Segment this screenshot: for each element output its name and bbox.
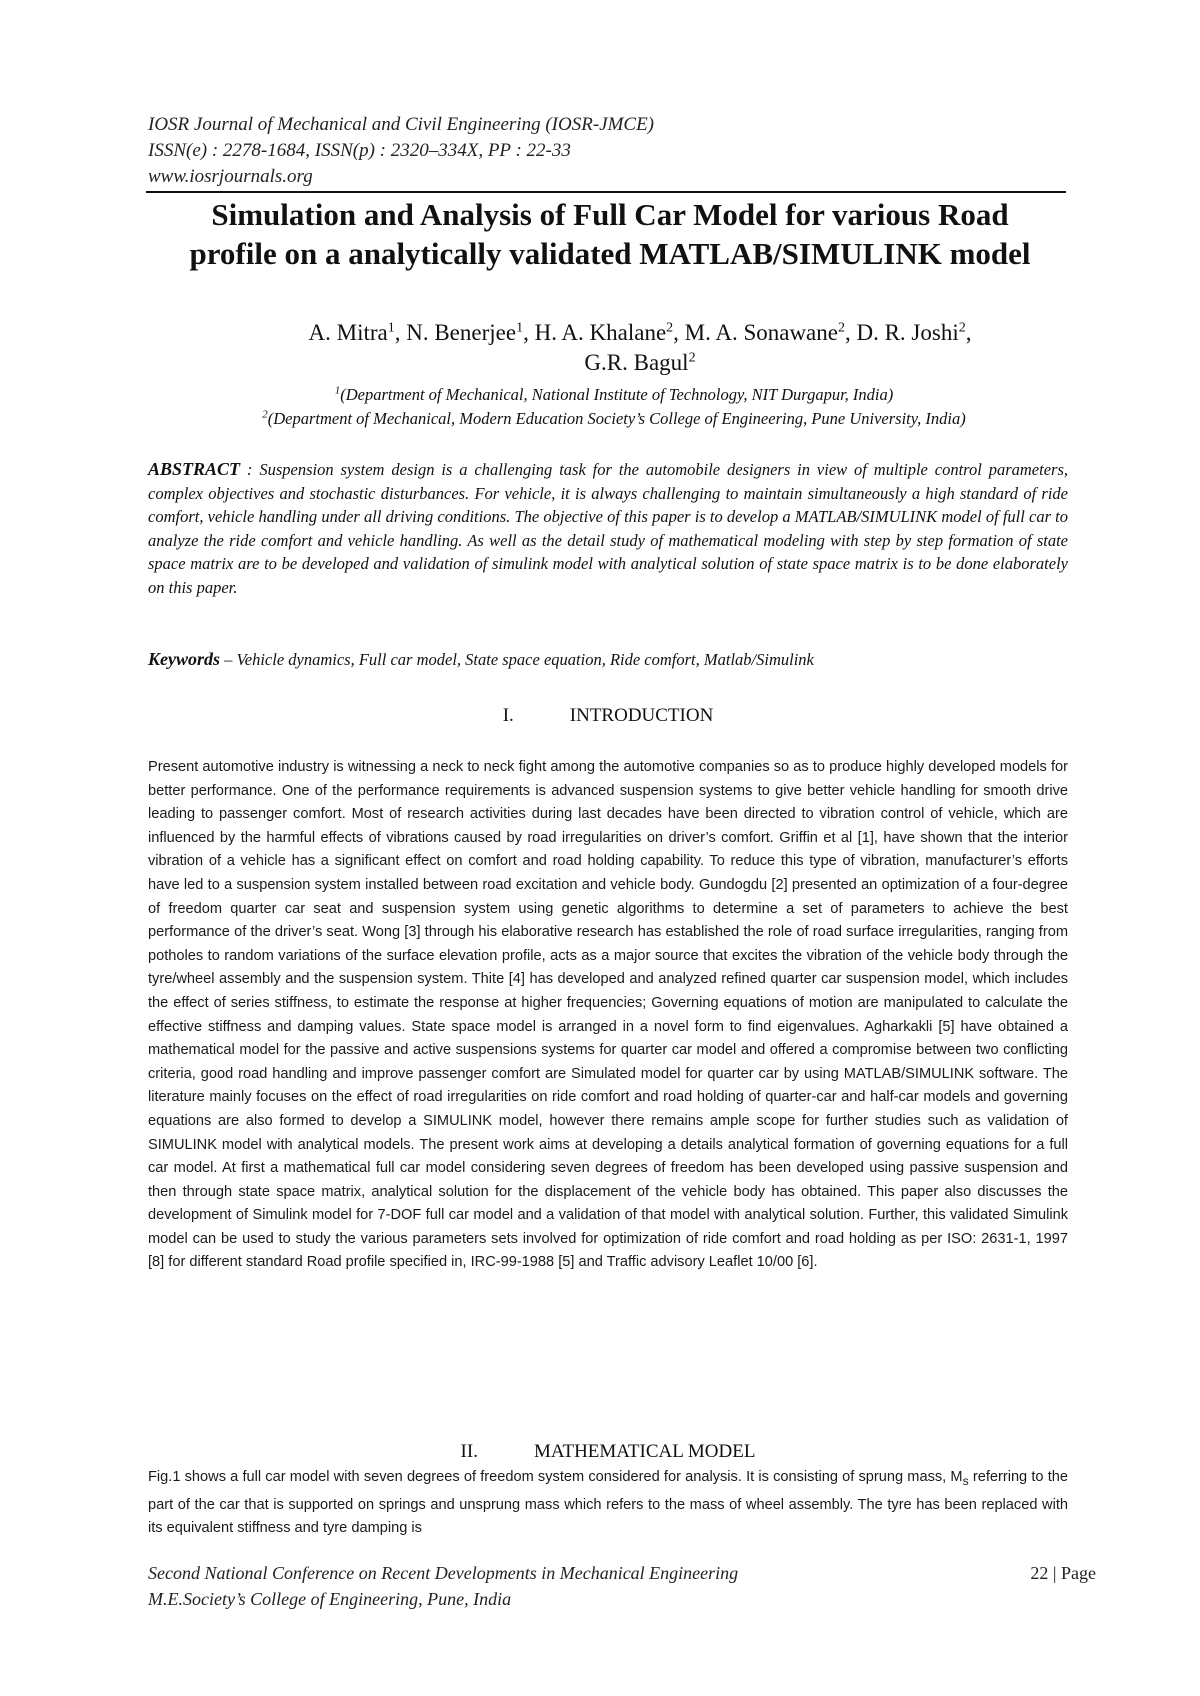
model-paragraph <box>148 1466 1068 1541</box>
page-footer <box>148 1560 1068 1612</box>
title-line-1: Simulation and Analysis of Full Car Model for various Road <box>211 197 1009 232</box>
author-affil-mark: 2 <box>688 350 696 366</box>
abstract-label: ABSTRACT <box>148 459 241 479</box>
section-heading-introduction <box>148 704 1068 728</box>
model-subscript: s <box>962 1473 969 1488</box>
model-text-end: referring to the part of the car that is supported on springs and unsprung mass which refers to the mass of wheel assembly. The tyre has been replaced with its equivalent stiffness and tyre damping is <box>148 1469 1068 1537</box>
section-title: MATHEMATICAL MODEL <box>533 1441 756 1462</box>
keywords-label: Keywords <box>148 649 220 669</box>
section-number: I. <box>502 705 514 726</box>
affil-text: (Department of Mechanical, Modern Education Society’s College of Engineering, Pune University, India) <box>267 409 966 428</box>
footer-conference: Second National Conference on Recent Developments in Mechanical Engineering <box>148 1563 739 1583</box>
page-number: 22 | Page <box>1030 1563 1096 1583</box>
author-list: A. Mitra$^1$, N. Benerjee$^1$, H. A. Khalane$^2$, M. A. Sonawane$^2$, D. R. Joshi$^2$, G.R. Bagul$^2$ <box>308 320 972 375</box>
title-line-2: profile on a analytically validated MATLAB/SIMULINK model <box>189 236 1031 271</box>
abstract-text: : Suspension system design is a challenging task for the automobile designers in view of multiple control parameters, complex objectives and stochastic disturbances. For vehicle, it is always challenging to maintain simultaneously a high standard of ride comfort, vehicle handling under all driving conditions. The objective of this paper is to develop a MATLAB/SIMULINK model of full car to analyze the ride comfort and vehicle handling. As well as the detail study of mathematical modeling with step by step formation of state space matrix are to be developed and validation of simulink model with analytical solution of state space matrix is to be done elaborately on this paper. <box>148 460 1068 597</box>
keywords-text: – Vehicle dynamics, Full car model, State space equation, Ride comfort, Matlab/Simulink <box>220 650 814 669</box>
paper-title <box>140 195 1080 273</box>
affil-text: (Department of Mechanical, National Institute of Technology, NIT Durgapur, India) <box>340 385 894 404</box>
affil-mark: 2 <box>262 408 268 421</box>
affiliation-2 <box>148 408 1080 430</box>
author-affil-mark: 2 <box>666 320 674 336</box>
author-affil-mark: 2 <box>958 320 966 336</box>
journal-header <box>148 112 1068 190</box>
section-number: II. <box>460 1441 478 1462</box>
author-name: H. A. Khalane <box>534 320 667 345</box>
affiliation-1 <box>148 384 1080 406</box>
journal-website: www.iosrjournals.org <box>148 166 313 187</box>
introduction-paragraph: Present automotive industry is witnessing a neck to neck fight among the automotive companies so as to produce highly developed models for better performance. One of the performance requirements is advanced suspension systems to give better vehicle handling for smooth drive leading to passenger comfort. Most of research activities during last decades have been directed to vibration control of vehicle, which are influenced by the harmful effects of vibrations caused by road irregularities on driver’s comfort. Griffin et al [1], have shown that the interior vibration of a vehicle has a significant effect on comfort and road holding capability. To reduce this type of vibration, manufacturer’s efforts have led to a suspension system installed between road excitation and vehicle body. Gundogdu [2] presented an optimization of a four-degree of freedom quarter car seat and suspension system using genetic algorithms to determine a set of parameters to achieve the best performance of the driver’s seat. Wong [3] through his elaborative research has established the role of road surface irregularities, ranging from potholes to random variations of the surface elevation profile, acts as a major source that excites the vibration of the vehicle body through the tyre/wheel assembly and the suspension system. Thite [4] has developed and analyzed refined quarter car suspension model, which includes the effect of series stiffness, to estimate the response at higher frequencies; Governing equations of motion are manipulated to calculate the effective stiffness and damping values. State space model is arranged in a novel form to find eigenvalues. Agharkakli [5] have obtained a mathematical model for the passive and active suspensions systems for quarter car model and offered a compromise between two conflicting criteria, good road handling and improve passenger comfort are Simulated model for quarter car by using MATLAB/SIMULINK software. The literature mainly focuses on the effect of road irregularities on ride comfort and road holding of quarter-car and half-car models and governing equations are also formed to develop a SIMULINK model, however there remains ample scope for further studies such as validation of SIMULINK model with analytical models. The present work aims at developing a details analytical formation of governing equations for a full car model. At first a mathematical full car model considering seven degrees of freedom has been developed using passive suspension and then through state space matrix, analytical solution for the displacement of the vehicle body has obtained. This paper also discusses the development of Simulink model for 7-DOF full car model and a validation of that model with analytical solution. Further, this validated Simulink model can be used to study the various parameters sets involved for optimization of ride comfort and road holding as per ISO: 2631-1, 1997 [8] for different standard Road profile specified in, IRC-99-1988 [5] and Traffic advisory Leaflet 10/00 [6]. <box>148 759 1068 1271</box>
author-name: N. Benerjee <box>406 320 517 345</box>
section-heading-mathematical-model <box>148 1440 1068 1464</box>
header-rule <box>146 191 1066 193</box>
author-name: M. A. Sonawane <box>684 320 838 345</box>
journal-issn: ISSN(e) : 2278-1684, ISSN(p) : 2320–334X, PP : 22-33 <box>148 140 571 161</box>
affil-mark: 1 <box>334 384 341 397</box>
author-affil-mark: 1 <box>387 320 395 336</box>
author-name: A. Mitra <box>308 320 388 345</box>
abstract <box>148 458 1068 599</box>
section-title: INTRODUCTION <box>569 705 714 726</box>
author-name: G.R. Bagul <box>584 350 689 375</box>
keywords <box>148 648 1068 671</box>
journal-name: IOSR Journal of Mechanical and Civil Engineering (IOSR-JMCE) <box>148 114 655 135</box>
author-affil-mark: 2 <box>837 320 845 336</box>
author-affil-mark: 1 <box>516 320 524 336</box>
footer-college: M.E.Society’s College of Engineering, Pune, India <box>148 1589 512 1609</box>
author-name: D. R. Joshi <box>856 320 959 345</box>
model-text-start: Fig.1 shows a full car model with seven degrees of freedom system considered for analysis. It is consisting of sprung mass, M <box>148 1469 963 1485</box>
